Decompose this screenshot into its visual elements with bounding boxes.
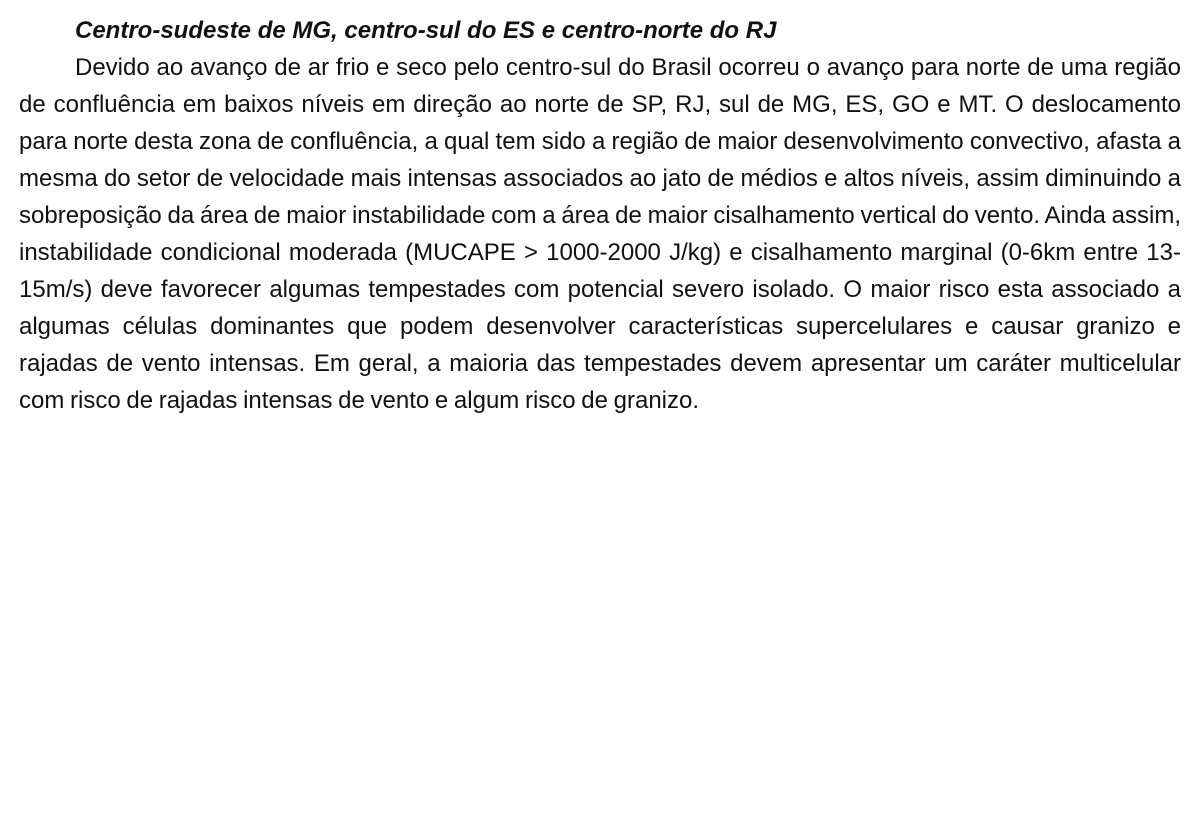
document-page [19, 12, 1181, 419]
body-paragraph: Devido ao avanço de ar frio e seco pelo centro-sul do Brasil ocorreu o avanço para norte de uma região de confluência em baixos níveis em direção ao norte de SP, RJ, sul de MG, ES, GO e MT. O deslocamento para norte desta zona de confluência, a qual tem sido a região de maior desenvolvimento convectivo, afasta a mesma do setor de velocidade mais intensas associados ao jato de médios e altos níveis, assim diminuindo a sobreposição da área de maior instabilidade com a área de maior cisalhamento vertical do vento. Ainda assim, instabilidade condicional moderada (MUCAPE > 1000-2000 J/kg) e cisalhamento marginal (0-6km entre 13-15m/s) deve favorecer algumas tempestades com potencial severo isolado. O maior risco esta associado a algumas células dominantes que podem desenvolver características supercelulares e causar granizo e rajadas de vento intensas. Em geral, a maioria das tempestades devem apresentar um caráter multicelular com risco de rajadas intensas de vento e algum risco de granizo. [19, 54, 1181, 414]
section-title: Centro-sudeste de MG, centro-sul do ES e centro-norte do RJ [75, 17, 777, 44]
